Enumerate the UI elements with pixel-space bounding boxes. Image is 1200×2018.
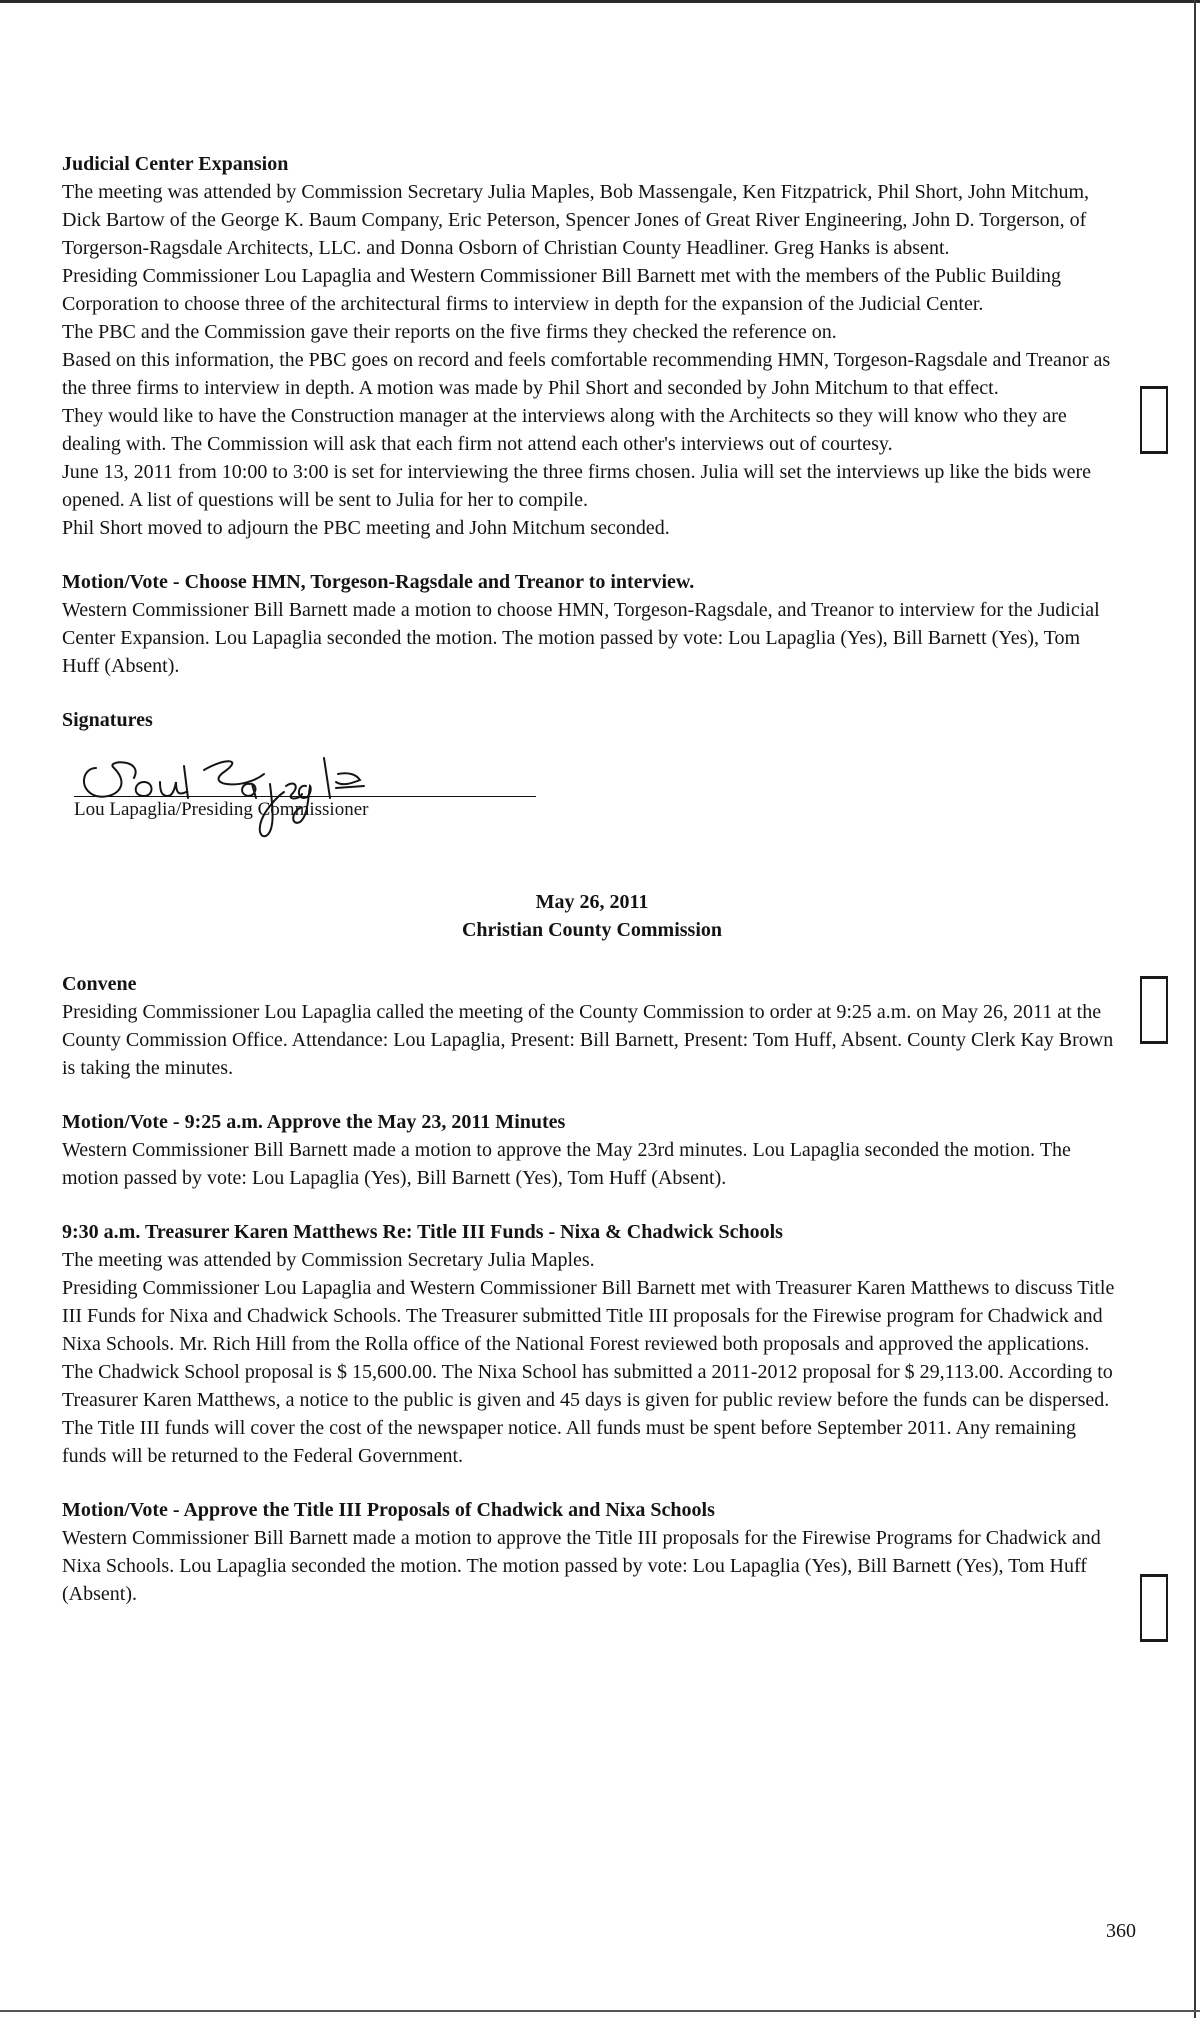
signature-caption: Lou Lapaglia/Presiding Commissioner [74,799,369,820]
section-heading: Motion/Vote - Choose HMN, Torgeson-Ragsdale and Treanor to interview. [62,571,695,593]
margin-checkbox[interactable] [1140,976,1168,1044]
section-convene [62,970,1122,1082]
signature-area [62,738,1122,888]
signatures-heading: Signatures [62,709,153,731]
section-heading: Judicial Center Expansion [62,153,289,175]
paragraph: June 13, 2011 from 10:00 to 3:00 is set for interviewing the three firms chosen. Julia will set the interviews up like the bids were opened. A list of questions will be sent to Julia for her to compile. [62,461,1092,511]
meeting-header [62,888,1122,944]
paragraph: Presiding Commissioner Lou Lapaglia called the meeting of the County Commission to order at 9:25 a.m. on May 26, 2011 at the County Commission Office. Attendance: Lou Lapaglia, Present: Bill Barnett, Present: Tom Huff, Absent. County Clerk Kay Brown is taking the minutes. [62,1001,1114,1079]
margin-checkbox[interactable] [1140,1574,1168,1642]
section-judicial-center-expansion [62,150,1122,542]
paragraph: Presiding Commissioner Lou Lapaglia and Western Commissioner Bill Barnett met with the members of the Public Building Corporation to choose three of the architectural firms to interview in depth for the expansion of the Judicial Center. [62,265,1062,315]
handwritten-signature [74,738,404,848]
section-heading: Convene [62,973,137,995]
paragraph: Western Commissioner Bill Barnett made a motion to choose HMN, Torgeson-Ragsdale, and Treanor to interview for the Judicial Center Expansion. Lou Lapaglia seconded the motion. The motion passed by vote: Lou Lapaglia (Yes), Bill Barnett (Yes), Tom Huff (Absent). [62,599,1100,677]
paragraph: Based on this information, the PBC goes on record and feels comfortable recommending HMN, Torgeson-Ragsdale and Treanor as the three firms to interview in depth. A motion was made by Phil Short and seconded by John Mitchum to that effect. [62,349,1111,399]
paragraph: Phil Short moved to adjourn the PBC meeting and John Mitchum seconded. [62,517,670,539]
section-approve-minutes [62,1108,1122,1192]
signatures-block [62,706,1122,888]
paragraph: The meeting was attended by Commission Secretary Julia Maples. [62,1249,595,1271]
paragraph: Western Commissioner Bill Barnett made a motion to approve the Title III proposals for the Firewise Programs for Chadwick and Nixa Schools. Lou Lapaglia seconded the motion. The motion passed by vote: Lou Lapaglia (Yes), Bill Barnett (Yes), Tom Huff (Absent). [62,1527,1101,1605]
section-approve-title-iii [62,1496,1122,1608]
minutes-body [62,150,1122,1634]
paragraph: Western Commissioner Bill Barnett made a motion to approve the May 23rd minutes. Lou Lapaglia seconded the motion. The motion passed by vote: Lou Lapaglia (Yes), Bill Barnett (Yes), Tom Huff (Absent). [62,1139,1071,1189]
page-border-top [0,0,1200,3]
page-border-bottom [0,2010,1200,2012]
paragraph: They would like to have the Construction manager at the interviews along with the Architects so they will know who they are dealing with. The Commission will ask that each firm not attend each other's interviews out of courtesy. [62,405,1067,455]
margin-checkbox[interactable] [1140,386,1168,454]
section-heading: 9:30 a.m. Treasurer Karen Matthews Re: Title III Funds - Nixa & Chadwick Schools [62,1221,783,1243]
page-number: 360 [1106,1920,1136,1942]
section-title-iii-funds [62,1218,1122,1470]
paragraph: Presiding Commissioner Lou Lapaglia and Western Commissioner Bill Barnett met with Treasurer Karen Matthews to discuss Title III Funds for Nixa and Chadwick Schools. The Treasurer submitted Title III proposals for the Firewise program for Chadwick and Nixa Schools. Mr. Rich Hill from the Rolla office of the National Forest reviewed both proposals and approved the applications. The Chadwick School proposal is $ 15,600.00. The Nixa School has submitted a 2011-2012 proposal for $ 29,113.00. According to Treasurer Karen Matthews, a notice to the public is given and 45 days is given for public review before the funds can be dispersed. The Title III funds will cover the cost of the newspaper notice. All funds must be spent before September 2011. Any remaining funds will be returned to the Federal Government. [62,1277,1115,1467]
section-heading: Motion/Vote - 9:25 a.m. Approve the May 23, 2011 Minutes [62,1111,566,1133]
page-border-right [1194,0,1196,2018]
section-motion-choose-firms [62,568,1122,680]
paragraph: The meeting was attended by Commission Secretary Julia Maples, Bob Massengale, Ken Fitzpatrick, Phil Short, John Mitchum, Dick Bartow of the George K. Baum Company, Eric Peterson, Spencer Jones of Great River Engineering, John D. Torgerson, of Torgerson-Ragsdale Architects, LLC. and Donna Osborn of Christian County Headliner. Greg Hanks is absent. [62,181,1090,259]
section-heading: Motion/Vote - Approve the Title III Proposals of Chadwick and Nixa Schools [62,1499,715,1521]
meeting-date: May 26, 2011 [535,891,649,913]
paragraph: The PBC and the Commission gave their reports on the five firms they checked the reference on. [62,321,837,343]
meeting-body: Christian County Commission [461,919,723,941]
